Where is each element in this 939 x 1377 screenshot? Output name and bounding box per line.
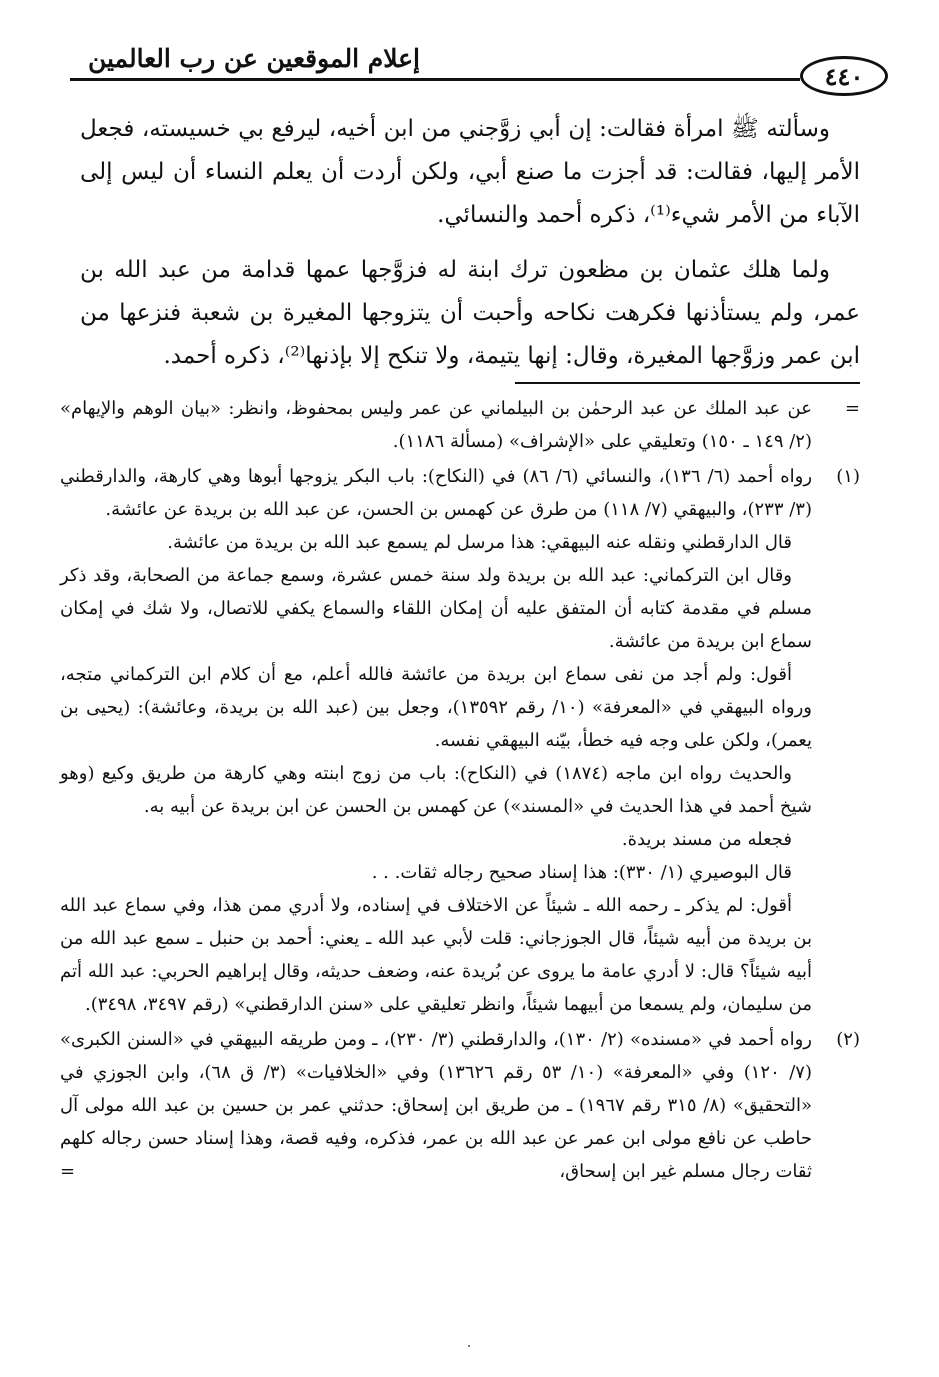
footnote-text: قال الدارقطني ونقله عنه البيهقي: هذا مرسل لم يسمع عبد الله بن بريدة من عائشة. (167, 532, 792, 553)
footnote-continued (60, 392, 860, 458)
header-rule (70, 78, 800, 81)
footnote-text: قال البوصيري (١/ ٣٣٠): هذا إسناد صحيح رجاله ثقات. . . (371, 862, 792, 883)
footnotes (60, 392, 860, 1190)
footnote-marker: = (844, 398, 860, 419)
footnote-text: والحديث رواه ابن ماجه (١٨٧٤) في (النكاح): باب من زوج ابنته وهي كارهة من طريق وكيع (وهو شيخ أحمد في هذا الحديث في «المسند») عن كهمس بن الحسن عن ابن بريدة عن أبيه به. (60, 763, 812, 817)
footnote-text: رواه أحمد في «مسنده» (٢/ ١٣٠)، والدارقطني (٣/ ٢٣٠)، ـ ومن طريقه البيهقي في «السنن الكبرى» (٧/ ١٢٠) وفي «المعرفة» (١٠/ ٥٣ رقم ١٣٦٢٦) وفي «الخلافيات» (٣/ ق ٦٨)، وابن الجوزي في «التحقيق» (٨/ ٣١٥ رقم ١٩٦٧) ـ من طريق ابن إسحاق: حدثني عمر بن حسين بن عبد الله مولى آل حاطب عن نافع مولى ابن عمر عن عبد الله بن عمر، فذكره، وفيه قصة، وهذا إسناد حسن رجاله كلهم ثقات رجال مسلم غير ابن إسحاق، (60, 1029, 812, 1182)
footnote-1 (60, 460, 860, 1021)
footnote-text: أقول: ولم أجد من نفى سماع ابن بريدة من عائشة فالله أعلم، مع أن كلام ابن التركماني متجه، ورواه البيهقي في «المعرفة» (١٠/ رقم ١٣٥٩٢)، وجعل بين (عبد الله بن بريدة، وعائشة): (يحيى بن يعمر)، ولكن على وجه فيه خطأ، بيّنه البيهقي نفسه. (60, 664, 812, 751)
page-header (70, 36, 870, 96)
footnote-text: وقال ابن التركماني: عبد الله بن بريدة ولد سنة خمس عشرة، وسمع جماعة من الصحابة، وقد ذكر مسلم في مقدمة كتابه أن المتفق عليه أن إمكان اللقاء والسماع يكفي للاتصال، ولا شك في إمكان سماع ابن بريدة من عائشة. (60, 565, 812, 652)
page-number: ٤٤٠ (800, 56, 888, 96)
footnote-marker: (١) (836, 466, 860, 487)
footnote-text: أقول: لم يذكر ـ رحمه الله ـ شيئاً عن الاختلاف في إسناده، ولا أدري ممن هذا، وفي سماع عبد الله بن بريدة من أبيه شيئاً، قال الجوزجاني: قلت لأبي عبد الله ـ يعني: أحمد بن حنبل ـ سمع عبد الله من أبيه شيئاً؟ قال: لا أدري عامة ما يروى عن بُريدة عنه، وضعف حديثه، وقال إبراهيم الحربي: عبد الله أتم من سليمان، ولم يسمعا من أبيهما شيئاً، وانظر تعليقي على «سنن الدارقطني» (رقم ٣٤٩٧، ٣٤٩٨). (60, 895, 812, 1015)
footnote-text: فجعله من مسند بريدة. (621, 829, 792, 850)
continuation-mark: = (60, 1161, 76, 1182)
book-title: إعلام الموقعين عن رب العالمين (87, 44, 420, 73)
footnote-divider (515, 382, 860, 384)
footnote-text: عن عبد الملك عن عبد الرحمٰن بن البيلماني عن عمر وليس بمحفوظ، وانظر: «بيان الوهم والإيهام» (٢/ ١٤٩ ـ ١٥٠) وتعليقي على «الإشراف» (مسألة ١١٨٦). (60, 398, 812, 452)
footnote-2 (60, 1023, 860, 1188)
main-paragraph: ولما هلك عثمان بن مظعون ترك ابنة له فزوَّجها عمها قدامة من عبد الله بن عمر، ولم يستأذنها فكرهت نكاحه وأحبت أن يتزوجها المغيرة بن شعبة فنزعها من ابن عمر وزوَّجها المغيرة، وقال: إنها يتيمة، ولا تنكح إلا بإذنها⁽²⁾، ذكره أحمد. (80, 257, 860, 369)
footnote-marker: (٢) (836, 1029, 860, 1050)
footnote-text: رواه أحمد (٦/ ١٣٦)، والنسائي (٦/ ٨٦) في (النكاح): باب البكر يزوجها أبوها وهي كارهة، والدارقطني (٣/ ٢٣٣)، والبيهقي (٧/ ١١٨) من طرق عن كهمس بن الحسن، عن عبد الله بن بريدة عن عائشة. (60, 466, 813, 520)
main-text (80, 108, 860, 390)
scan-dot (468, 1345, 470, 1347)
main-paragraph: وسألته ﷺ امرأة فقالت: إن أبي زوَّجني من ابن أخيه، ليرفع بي خسيسته، فجعل الأمر إليها، فقالت: قد أجزت ما صنع أبي، ولكن أردت أن يعلم النساء أن ليس إلى الآباء من الأمر شيء⁽¹⁾، ذكره أحمد والنسائي. (80, 116, 860, 228)
